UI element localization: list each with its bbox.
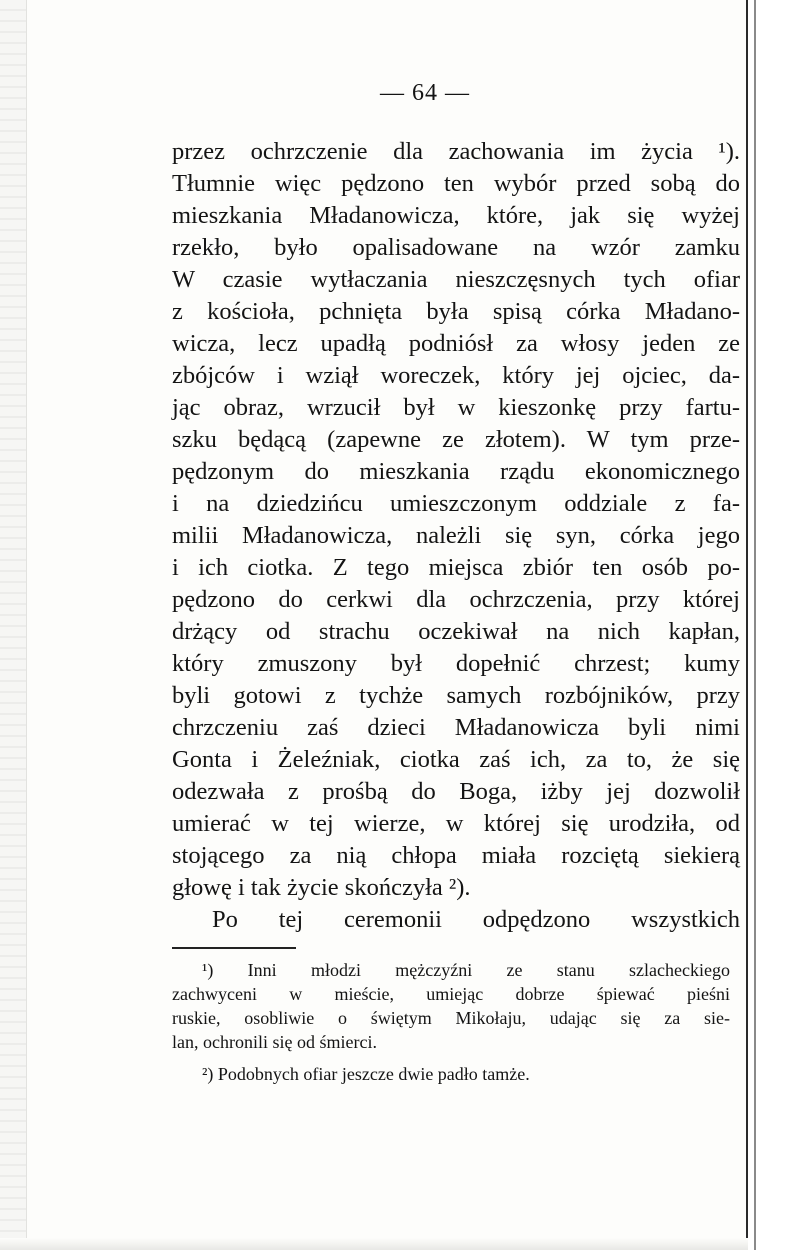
- footnote-separator: [172, 947, 296, 949]
- page-left-edge: [0, 0, 27, 1250]
- text-line: i na dziedzińcu umieszczonym oddziale z fa-: [172, 490, 740, 517]
- text-line: przez ochrzczenie dla zachowania im życia ¹).: [172, 138, 740, 165]
- page-number: — 64 —: [380, 80, 470, 106]
- footnote-line: ruskie, osobliwie o świętym Mikołaju, udając się za sie-: [172, 1008, 730, 1028]
- text-line: odezwała z prośbą do Boga, iżby jej dozwolił: [172, 778, 740, 805]
- text-line: głowę i tak życie skończyła ²).: [172, 874, 471, 901]
- text-line: i ich ciotka. Z tego miejsca zbiór ten osób po-: [172, 554, 740, 581]
- text-line: zbójców i wziął woreczek, który jej ojciec, da-: [172, 362, 740, 389]
- text-line: mieszkania Mładanowicza, które, jak się wyżej: [172, 202, 740, 229]
- text-line: stojącego za nią chłopa miała rozciętą siekierą: [172, 842, 740, 869]
- text-line: który zmuszony był dopełnić chrzest; kumy: [172, 650, 740, 677]
- text-line: pędzonym do mieszkania rządu ekonomicznego: [172, 458, 740, 485]
- text-line: szku będącą (zapewne ze złotem). W tym prze-: [172, 426, 740, 453]
- text-line: byli gotowi z tychże samych rozbójników, przy: [172, 682, 740, 709]
- text-line: Po tej ceremonii odpędzono wszystkich: [212, 906, 740, 933]
- text-line: jąc obraz, wrzucił był w kieszonkę przy fartu-: [172, 394, 740, 421]
- text-line: W czasie wytłaczania nieszczęsnych tych ofiar: [172, 266, 740, 293]
- page-bottom-edge: [0, 1238, 748, 1250]
- text-line: umierać w tej wierze, w której się urodziła, od: [172, 810, 740, 837]
- text-line: milii Mładanowicza, należli się syn, córka jego: [172, 522, 740, 549]
- footnote-line: zachwyceni w mieście, umiejąc dobrze śpiewać pieśni: [172, 984, 730, 1004]
- text-line: chrzczeniu zaś dzieci Mładanowicza byli nimi: [172, 714, 740, 741]
- footnote-line: ²) Podobnych ofiar jeszcze dwie padło tamże.: [202, 1064, 530, 1084]
- footnote-line: ¹) Inni młodzi mężczyźni ze stanu szlacheckiego: [202, 960, 730, 980]
- text-line: rzekło, było opalisadowane na wzór zamku: [172, 234, 740, 261]
- text-line: Tłumnie więc pędzono ten wybór przed sobą do: [172, 170, 740, 197]
- text-line: Gonta i Żeleźniak, ciotka zaś ich, za to, że się: [172, 746, 740, 773]
- text-line: drżący od strachu oczekiwał na nich kapłan,: [172, 618, 740, 645]
- text-line: wicza, lecz upadłą podniósł za włosy jeden ze: [172, 330, 740, 357]
- text-line: z kościoła, pchnięta była spisą córka Mładano-: [172, 298, 740, 325]
- text-line: pędzono do cerkwi dla ochrzczenia, przy której: [172, 586, 740, 613]
- footnote-line: lan, ochronili się od śmierci.: [172, 1032, 377, 1052]
